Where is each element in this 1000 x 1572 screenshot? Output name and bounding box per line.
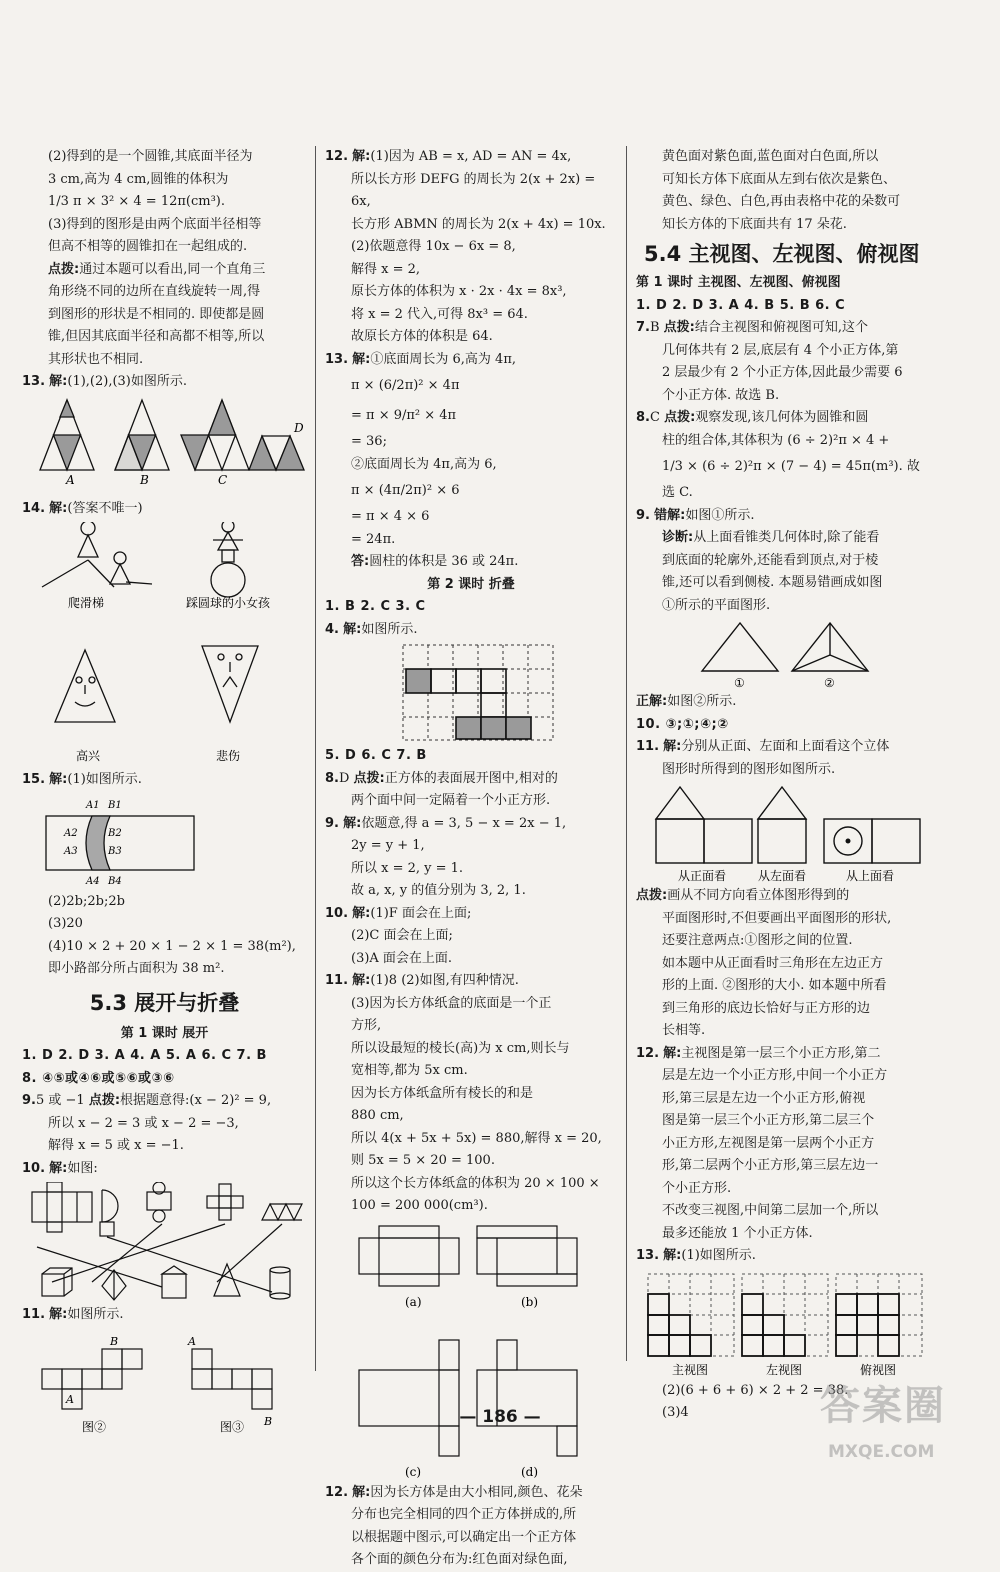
text-line: 2y = y + 1, [351, 838, 425, 853]
text-line: 所以 4(x + 5x + 5x) = 880,解得 x = 20, [351, 1130, 602, 1146]
answer-label: 解: [49, 500, 68, 516]
text-line: 方形, [351, 1018, 382, 1033]
text-line: (3)20 [48, 916, 83, 931]
watermark [780, 1383, 990, 1465]
text-line: 因为长方体纸盒所有棱长的和是 [351, 1085, 534, 1101]
text-line: 个小正方形. [662, 1180, 732, 1196]
answer-label: 解: [49, 1160, 68, 1176]
text-line: 黄色面对紫色面,蓝色面对白色面,所以 [662, 149, 879, 164]
text-line: 还要注意两点:①图形之间的位置. [662, 933, 853, 948]
figure-caption: 爬滑梯 [68, 596, 105, 610]
figure-caption: 从正面看 [678, 869, 727, 883]
question-number: 8. [636, 410, 650, 425]
text-line: 如本题中从正面看时三角形在左边正方 [662, 955, 884, 971]
figure-caption: (b) [521, 1294, 539, 1309]
text-line: 通过本题可以看出,同一个直角三 [79, 261, 266, 277]
text-line: 黄色、绿色、白色,再由表格中花的朵数可 [662, 194, 901, 209]
text-line: 几何体共有 2 层,底层有 4 个小正方体,第 [662, 342, 899, 358]
figure-caption: 俯视图 [860, 1362, 897, 1377]
text-line: D [338, 770, 354, 786]
text-line: (1)如图所示. [67, 772, 142, 787]
correct-answer-label: 正解: [636, 694, 668, 709]
text-line: 不改变三视图,中间第二层加一个,所以 [662, 1203, 879, 1218]
question-number: 12. [636, 1045, 660, 1061]
text-line: 形的上面. ②图形的大小. 如本题中所看 [662, 978, 887, 993]
tip-label: 点拨: [664, 410, 696, 425]
page-number-value: 186 [482, 1407, 518, 1427]
text-line: 3 cm,高为 4 cm,圆锥的体积为 [48, 171, 229, 187]
section-title: 5.4 主视图、左视图、俯视图 [644, 242, 920, 266]
figure-caption: ① [734, 676, 745, 689]
text-line: 故 a, x, y 的值分别为 3, 2, 1. [351, 883, 526, 898]
text-line: (1)F 面会在上面; [370, 905, 472, 921]
text-line: B [649, 320, 664, 335]
figure-caption: 左视图 [766, 1362, 803, 1377]
figure-label: C [218, 472, 228, 486]
answer-label: 解: [663, 1248, 682, 1263]
text-line: 两个面中间一定隔着一个小正方形. [351, 793, 551, 808]
text-line: 锥,但因其底面半径和高都不相等,所以 [48, 329, 265, 344]
answer-label: 解: [343, 621, 362, 637]
text-line: 则 5x = 5 × 20 = 100. [351, 1153, 495, 1168]
text-line: 如图①所示. [685, 507, 755, 523]
figure-label: B [140, 472, 149, 486]
answer-row: 10. ③;①;④;② [636, 716, 729, 732]
stick-figures [22, 522, 307, 767]
formula-line: = π × 4 × 6 [351, 509, 430, 524]
tip-label: 点拨: [636, 888, 668, 903]
formula-line: 1/3 × (6 ÷ 2)²π × (7 − 4) = 45π(m³). 故 [662, 459, 920, 474]
point-label: B1 [108, 799, 122, 811]
text-line: 但高不相等的圆锥扣在一起组成的. [48, 239, 248, 254]
tip-label: 点拨: [88, 1093, 121, 1108]
figure-caption: 踩圆球的小女孩 [186, 596, 271, 610]
formula-line: π × (4π/2π)² × 6 [351, 483, 460, 498]
question-number: 9. [636, 507, 650, 523]
figure-label: D [294, 420, 304, 435]
text-line: 所以 x − 2 = 3 或 x − 2 = −3, [48, 1115, 239, 1131]
figure-caption: 主视图 [672, 1362, 709, 1377]
figure-caption: 从左面看 [758, 869, 807, 883]
answer-label: 解: [663, 739, 682, 754]
answer-label: 解: [352, 905, 371, 921]
text-line: ①底面周长为 6,高为 4π, [370, 351, 516, 367]
text-line: 到三角形的底边长恰好与正方形的边 [662, 1000, 871, 1016]
text-line: (2)得到的是一个圆锥,其底面半径为 [48, 149, 253, 164]
column-divider-left [315, 146, 316, 1371]
text-line: (1),(2),(3)如图所示. [67, 374, 188, 389]
text-line: 正方体的表面展开图中,相对的 [384, 770, 558, 786]
folding-grid-figure [325, 643, 617, 743]
text-line: (2)(6 + 6 + 6) × 2 + 2 = 38. [662, 1382, 849, 1398]
text-line: 分别从正面、左面和上面看这个立体 [681, 739, 890, 754]
column-middle [325, 146, 617, 1572]
answer-label: 解: [49, 772, 68, 787]
text-line: C [649, 410, 665, 425]
point-label: A [66, 1392, 74, 1406]
text-line: (3)A 面会在上面. [351, 950, 453, 966]
lesson-title: 第 1 课时 主视图、左视图、俯视图 [636, 275, 841, 290]
point-label: A [188, 1334, 196, 1348]
text-line: 可知长方体下底面从左到右依次是紫色、 [662, 171, 897, 187]
text-line: (2)C 面会在上面; [351, 928, 453, 943]
point-label: B4 [108, 875, 122, 887]
formula-line: π × (6/2π)² × 4π [351, 378, 460, 393]
text-line: 如图所示. [361, 621, 418, 637]
tip-label: 点拨: [353, 770, 385, 786]
text-line: (1)因为 AB = x, AD = AN = 4x, [370, 149, 572, 164]
figure-caption: ② [824, 676, 835, 689]
text-line: (3)得到的图形是由两个底面半径相等 [48, 216, 262, 232]
text-line: 图是第一层三个小正方形,第二层三个 [662, 1113, 875, 1128]
text-line: 解得 x = 5 或 x = −1. [48, 1138, 184, 1153]
figure-caption: 从上面看 [846, 869, 895, 883]
text-line: 依题意,得 a = 3, 5 − x = 2x − 1, [361, 815, 567, 831]
text-line: 各个面的颜色分布为:红色面对绿色面, [351, 1552, 568, 1567]
lesson-title: 第 1 课时 展开 [120, 1025, 209, 1041]
pyramid-top-views [636, 619, 932, 689]
text-line: ①所示的平面图形. [662, 597, 771, 613]
text-line: 形,第三层是左边一个小正方形,俯视 [662, 1090, 866, 1106]
tip-label: 点拨: [48, 261, 80, 277]
question-number: 11. [636, 739, 660, 754]
text-line: 小正方形,左视图是第一层两个小正方 [662, 1135, 875, 1151]
text-line: ②底面周长为 4π,高为 6, [351, 456, 497, 472]
text-line: 100 = 200 000(cm³). [351, 1198, 488, 1213]
text-line: 选 C. [662, 485, 693, 500]
column-left [22, 146, 307, 1436]
column-right [636, 146, 932, 1425]
text-line: (3)因为长方体纸盒的底面是一个正 [351, 995, 552, 1011]
watermark-main: 答案圈 [820, 1383, 946, 1429]
figure-label: A [66, 472, 75, 486]
answer-row: 8. ④⑤或④⑥或⑤⑥或③⑥ [22, 1070, 175, 1086]
text-line: 如图②所示. [667, 694, 737, 709]
question-number: 11. [22, 1307, 46, 1322]
view-grids-figure [636, 1270, 932, 1378]
point-label: B2 [108, 827, 122, 839]
figure-caption: 悲伤 [216, 749, 241, 763]
text-line: 最多还能放 1 个小正方体. [662, 1225, 813, 1241]
text-line: 因为长方体是由大小相同,颜色、花朵 [370, 1484, 583, 1500]
answer-label: 解: [49, 374, 68, 389]
question-number: 13. [325, 351, 349, 367]
text-line: 层是左边一个小正方形,中间一个小正方 [662, 1068, 888, 1083]
text-line: 平面图形时,不但要画出平面图形的形状, [662, 910, 892, 926]
text-line: 形,第二层两个小正方形,第三层左边一 [662, 1158, 879, 1173]
formula-line: = π × 9/π² × 4π [351, 408, 457, 423]
answer-label: 解: [352, 973, 371, 988]
text-line: 到图形的形状是不相同的. 即使都是圆 [48, 306, 265, 322]
question-number: 9. [325, 815, 339, 831]
text-line: (3)4 [662, 1405, 689, 1420]
answer-label: 解: [343, 815, 362, 831]
text-line: 观察发现,该几何体为圆锥和圆 [695, 410, 869, 425]
answer-label: 答: [351, 554, 370, 569]
text-line: 图形时所得到的图形如图所示. [662, 761, 836, 777]
text-line: 2 层最少有 2 个小正方体,因此最少需要 6 [662, 365, 903, 380]
text-line: 个小正方体. 故选 B. [662, 387, 780, 403]
answer-row: 5. D 6. C 7. B [325, 748, 427, 763]
tip-label: 点拨: [663, 320, 695, 335]
question-number: 14. [22, 500, 46, 516]
text-line: 将 x = 2 代入,可得 8x³ = 64. [351, 306, 528, 322]
answer-label: 解: [352, 149, 371, 164]
text-line: 5 或 −1 [35, 1093, 89, 1108]
wrong-answer-label: 错解: [654, 507, 686, 523]
text-line: 根据题意得:(x − 2)² = 9, [120, 1093, 272, 1108]
text-line: 分布也完全相同的四个正方体拼成的,所 [351, 1507, 577, 1522]
text-line: (答案不唯一) [67, 500, 143, 516]
answer-label: 解: [352, 351, 371, 367]
answer-label: 解: [352, 1484, 371, 1500]
figure-caption: 高兴 [76, 749, 101, 763]
text-line: 柱的组合体,其体积为 (6 ÷ 2)²π × 4 + [662, 432, 890, 448]
answer-row: 1. D 2. D 3. A 4. A 5. A 6. C 7. B [22, 1048, 267, 1063]
text-line: 解得 x = 2, [351, 261, 421, 277]
point-label: B [110, 1334, 119, 1348]
text-line: 如图所示. [67, 1307, 124, 1322]
text-line: 知长方体的下底面共有 17 朵花. [662, 216, 847, 232]
text-line: 所以设最短的棱长(高)为 x cm,则长与 [351, 1040, 570, 1056]
text-line: 其形状也不相同. [48, 351, 144, 367]
text-line: 所以 x = 2, y = 1. [351, 860, 464, 876]
question-number: 13. [22, 374, 46, 389]
point-label: A2 [64, 827, 78, 839]
text-line: (4)10 × 2 + 20 × 1 − 2 × 1 = 38(m²), [48, 938, 296, 954]
column-divider-right [626, 146, 627, 1361]
question-number: 9. [22, 1093, 36, 1108]
text-line: 880 cm, [351, 1108, 404, 1123]
answer-label: 解: [49, 1307, 68, 1322]
formula-line: 1/3 π × 3² × 4 = 12π(cm³). [48, 194, 226, 209]
text-line: 如图: [67, 1160, 98, 1176]
answer-row: 1. D 2. D 3. A 4. B 5. B 6. C [636, 297, 846, 313]
text-line: 故原长方体的体积是 64. [351, 329, 493, 344]
text-line: (1)8 (2)如图,有四种情况. [370, 973, 519, 988]
text-line: 即小路部分所占面积为 38 m². [48, 961, 225, 976]
figure-caption: 图② [82, 1419, 107, 1434]
question-number: 4. [325, 621, 339, 637]
text-line: 结合主视图和俯视图可知,这个 [694, 320, 869, 335]
point-label: B3 [108, 845, 122, 857]
text-line: 从上面看锥类几何体时,除了能看 [693, 530, 880, 545]
text-line: 所以长方形 DEFG 的周长为 2(x + 2x) = 6x, [351, 171, 596, 209]
text-line: 长方形 ABMN 的周长为 2(x + 4x) = 10x. [351, 216, 606, 232]
watermark-site: MXQE.COM [828, 1442, 935, 1462]
question-number: 8. [325, 770, 339, 786]
center-dot [846, 839, 851, 844]
point-label: B [264, 1414, 273, 1428]
page-number: — 186 — [459, 1407, 541, 1427]
text-line: (1)如图所示. [681, 1248, 756, 1263]
question-number: 15. [22, 772, 46, 787]
question-number: 13. [636, 1248, 660, 1263]
text-line: 原长方体的体积为 x · 2x · 4x = 8x³, [351, 284, 567, 299]
point-label: A4 [86, 875, 100, 887]
text-line: 锥,还可以看到侧棱. 本题易错画成如图 [662, 575, 883, 590]
text-line: 画从不同方向看立体图形得到的 [667, 888, 850, 903]
road-figure [22, 794, 307, 889]
lesson-title: 第 2 课时 折叠 [427, 576, 515, 592]
three-views-figure [636, 783, 932, 883]
text-line: (2)依题意得 10x − 6x = 8, [351, 239, 516, 254]
question-number: 7. [636, 320, 650, 335]
point-label: A1 [86, 799, 100, 811]
formula-line: = 24π. [351, 531, 396, 547]
question-number: 12. [325, 1484, 349, 1500]
figure-caption: (a) [405, 1294, 422, 1309]
text-line: (2)2b;2b;2b [48, 893, 125, 909]
text-line: 宽相等,都为 5x cm. [351, 1063, 468, 1078]
box-net-figures [325, 1220, 617, 1480]
figure-caption: (d) [521, 1464, 539, 1479]
text-line: 以根据题中图示,可以确定出一个正方体 [351, 1529, 577, 1545]
question-number: 10. [325, 905, 349, 921]
section-title: 5.3 展开与折叠 [89, 990, 240, 1015]
question-number: 11. [325, 973, 349, 988]
text-line: 长相等. [662, 1023, 706, 1038]
figure-caption: (c) [405, 1464, 422, 1479]
point-label: A3 [64, 845, 78, 857]
text-line: 角形绕不同的边所在直线旋转一周,得 [48, 284, 261, 299]
answer-label: 解: [663, 1045, 682, 1061]
formula-line: = 36; [351, 434, 387, 449]
text-line: 圆柱的体积是 36 或 24π. [369, 554, 519, 569]
text-line: 到底面的轮廓外,还能看到顶点,对于棱 [662, 552, 879, 568]
text-line: 主视图是第一层三个小正方形,第二 [681, 1045, 881, 1061]
diagnosis-label: 诊断: [662, 530, 694, 545]
question-number: 10. [22, 1160, 46, 1176]
answer-row: 1. B 2. C 3. C [325, 599, 426, 614]
figure-caption: 图③ [220, 1419, 245, 1434]
triangle-figures [22, 396, 307, 486]
question-number: 12. [325, 149, 349, 164]
net-matching-figure [22, 1182, 307, 1302]
text-line: 所以这个长方体纸盒的体积为 20 × 100 × [351, 1175, 600, 1191]
